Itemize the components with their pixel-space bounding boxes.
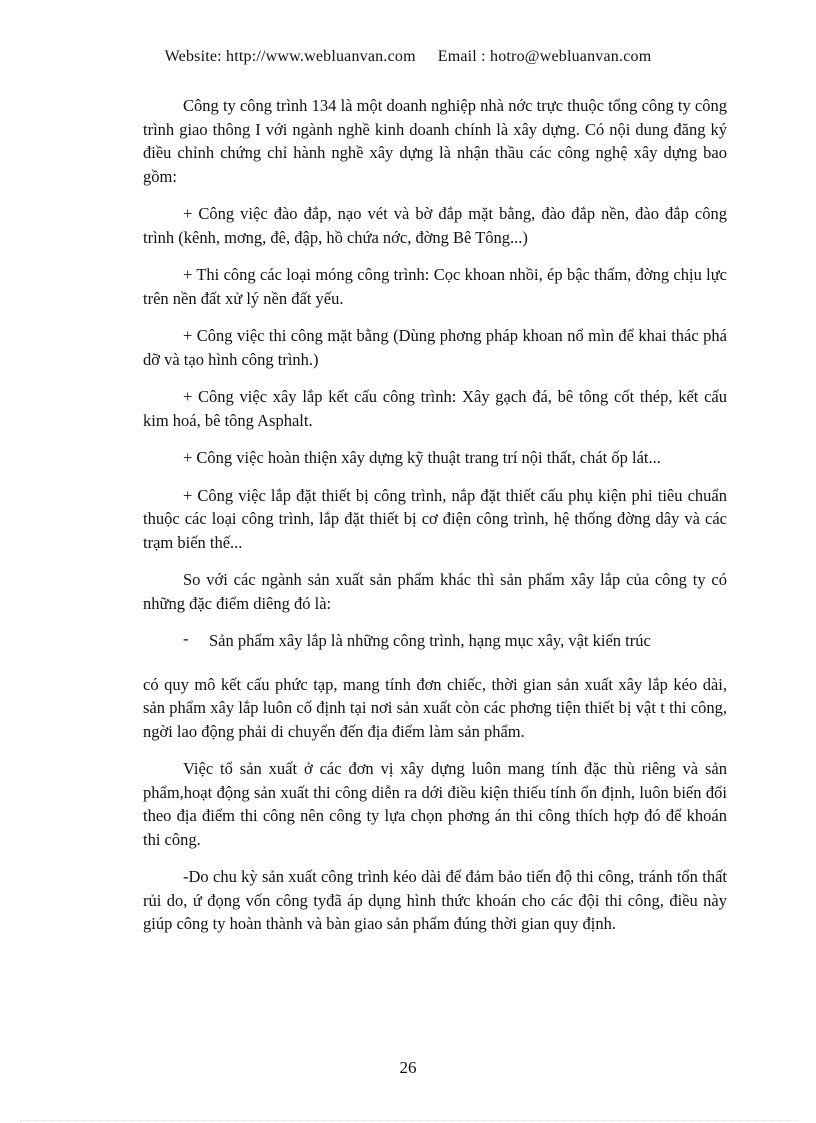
paragraph-intro: Công ty công trình 134 là một doanh nghiệp nhà nớc trực thuộc tổng công ty công trình giao thông I với ngành nghề kinh doanh chính là xây dựng. Có nội dung đăng ký điều chỉnh chứng chỉ hành nghề xây dựng là nhận thầu các công nghệ xây dựng bao gồm:	[143, 96, 727, 186]
header-website: Website: http://www.webluanvan.com	[164, 48, 416, 65]
bullet-dash: -	[183, 629, 189, 648]
document-body	[143, 94, 727, 950]
paragraph-item-6: + Công việc lắp đặt thiết bị công trình, nắp đặt thiết cấu phụ kiện phi tiêu chuẩn thuộc các loại công trình, lắp đặt thiết bị cơ điện công trình, hệ thống đờng dây và các trạm biến thế...	[143, 485, 727, 552]
paragraph-item-4: + Công việc xây lắp kết cấu công trình: Xây gạch đá, bê tông cốt thép, kết cấu kim hoá, bê tông Asphalt.	[143, 387, 727, 430]
page-header	[0, 48, 816, 66]
paragraph-item-3: + Công việc thi công mặt bằng (Dùng phơng pháp khoan nổ mìn để khai thác phá dỡ và tạo hình công trình.)	[143, 326, 727, 369]
footer-divider	[20, 1120, 796, 1121]
paragraph-item-2: + Thi công các loại móng công trình: Cọc khoan nhồi, ép bậc thấm, đờng chịu lực trên nền đất xử lý nền đất yếu.	[143, 265, 727, 308]
paragraph-organization: Việc tổ sản xuất ở các đơn vị xây dựng luôn mang tính đặc thù riêng và sản phẩm,hoạt động sản xuất thi công diễn ra dới điều kiện thiếu tính ổn định, luôn biến đổi theo địa điểm thi công nên công ty lựa chọn phơng án thi công thích hợp đó để khoán thi công.	[143, 759, 727, 849]
paragraph-comparison: So với các ngành sản xuất sản phẩm khác thì sản phẩm xây lắp của công ty có những đặc điểm diêng đó là:	[143, 570, 727, 613]
paragraph-item-1: + Công việc đào đắp, nạo vét và bờ đắp mặt bằng, đào đắp nền, đào đắp công trình (kênh, mơng, đê, đập, hồ chứa nớc, đờng Bê Tông...)	[143, 204, 727, 247]
paragraph-item-5: + Công việc hoàn thiện xây dựng kỹ thuật trang trí nội thất, chát ốp lát...	[183, 448, 661, 467]
bullet-text: Sản phẩm xây lắp là những công trình, hạng mục xây, vật kiến trúc	[209, 631, 651, 650]
paragraph-cycle: -Do chu kỳ sản xuất công trình kéo dài để đảm bảo tiến độ thi công, tránh tổn thất rủi do, ứ đọng vốn công tyđã áp dụng hình thức khoán cho các đội thi công, điều này giúp công ty hoàn thành và bàn giao sản phẩm đúng thời gian quy định.	[143, 867, 727, 933]
bullet-item	[143, 629, 727, 653]
header-email: Email : hotro@webluanvan.com	[437, 48, 652, 65]
page-number: 26	[399, 1058, 417, 1077]
paragraph-continuation: có quy mô kết cấu phức tạp, mang tính đơn chiếc, thời gian sản xuất xây lắp kéo dài, sản phẩm xây lắp luôn cố định tại nơi sản xuất còn các phơng tiện thiết bị vật t thi công, ngời lao động phải di chuyển đến địa điểm làm sản phẩm.	[143, 674, 727, 741]
